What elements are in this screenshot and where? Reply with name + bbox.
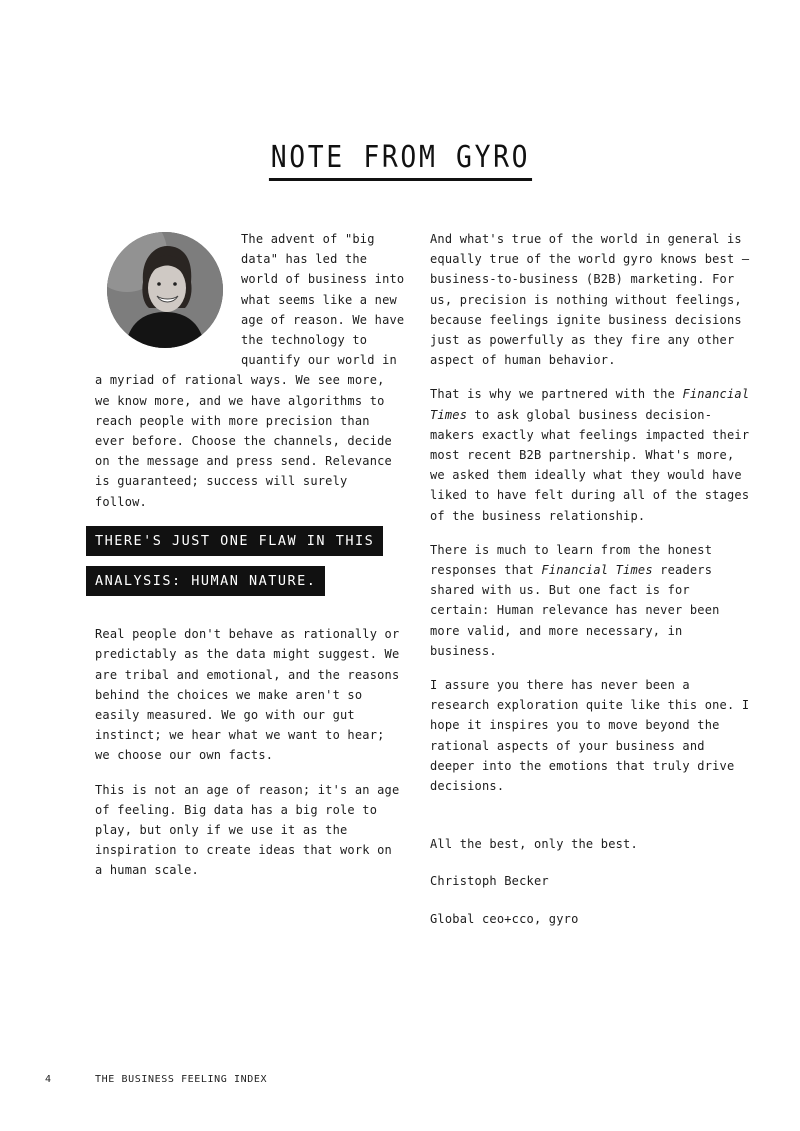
right-paragraph-2 (430, 384, 750, 525)
author-name: Christoph Becker (430, 874, 549, 889)
right-paragraph-4: I assure you there has never been a research exploration quite like this one. I hope it inspires you to move beyond the rational aspects of your business and deeper into the emotions that truly drive decisions. (430, 678, 750, 794)
author-role: Global ceo+cco, gyro (430, 911, 579, 926)
right-paragraph-2-end: to ask global business decision-makers exactly what feelings impacted their most recent B2B partnership. What's more, we asked them ideally what they would have liked to have felt during all of the stages of the business relationship. (430, 407, 750, 523)
left-paragraph-3: This is not an age of reason; it's an age of feeling. Big data has a big role to play, but only if we use it as the inspiration to create ideas that work on a human scale. (95, 782, 400, 878)
financial-times-mention-2: Financial Times (541, 563, 653, 578)
right-paragraph-3 (430, 540, 750, 661)
page-title-wrap (0, 140, 800, 181)
right-column (430, 229, 750, 943)
author-portrait (107, 232, 223, 348)
pull-quote (86, 526, 405, 606)
intro-paragraph (95, 229, 405, 512)
publication-title: THE BUSINESS FEELING INDEX (95, 1074, 268, 1085)
page-number: 4 (45, 1074, 52, 1085)
right-paragraph-2-start: That is why we partnered with the (430, 387, 683, 402)
intro-text: The advent of "big data" has led the world of business into what seems like a new age of reason. We have the technology to quantify our world in a myriad of rational ways. We see more, we know more, and we have algorithms to reach people with more precision than ever before. Choose the channels, decide on the message and press send. Relevance is guaranteed; success will surely follow. (95, 232, 405, 509)
left-column (95, 229, 405, 895)
page-title: NOTE FROM GYRO (268, 140, 531, 181)
financial-times-mention-1: Financial Times (430, 387, 750, 422)
right-paragraph-3-start: There is much to learn from the honest responses that (430, 542, 713, 578)
pull-quote-line-1: THERE'S JUST ONE FLAW IN THIS (86, 526, 383, 556)
right-paragraph-1: And what's true of the world in general is equally true of the world gyro knows best – business-to-business (B2B) marketing. For us, precision is nothing without feelings, because feelings ignite business decisions just as powerfully as they fire any other aspect of human behavior. (430, 232, 750, 368)
left-paragraph-2: Real people don't behave as rationally or predictably as the data might suggest. We are tribal and emotional, and the reasons behind the choices we make aren't so easily measured. We go with our gut instinct; we hear what we want to hear; we choose our own facts. (95, 627, 400, 763)
signoff: All the best, only the best. (430, 837, 638, 852)
right-paragraph-3-end: readers shared with us. But one fact is for certain: Human relevance has never been more valid, and more necessary, in business. (430, 563, 720, 658)
pull-quote-line-2: ANALYSIS: HUMAN NATURE. (86, 566, 325, 596)
portrait-photo-icon (107, 232, 223, 348)
